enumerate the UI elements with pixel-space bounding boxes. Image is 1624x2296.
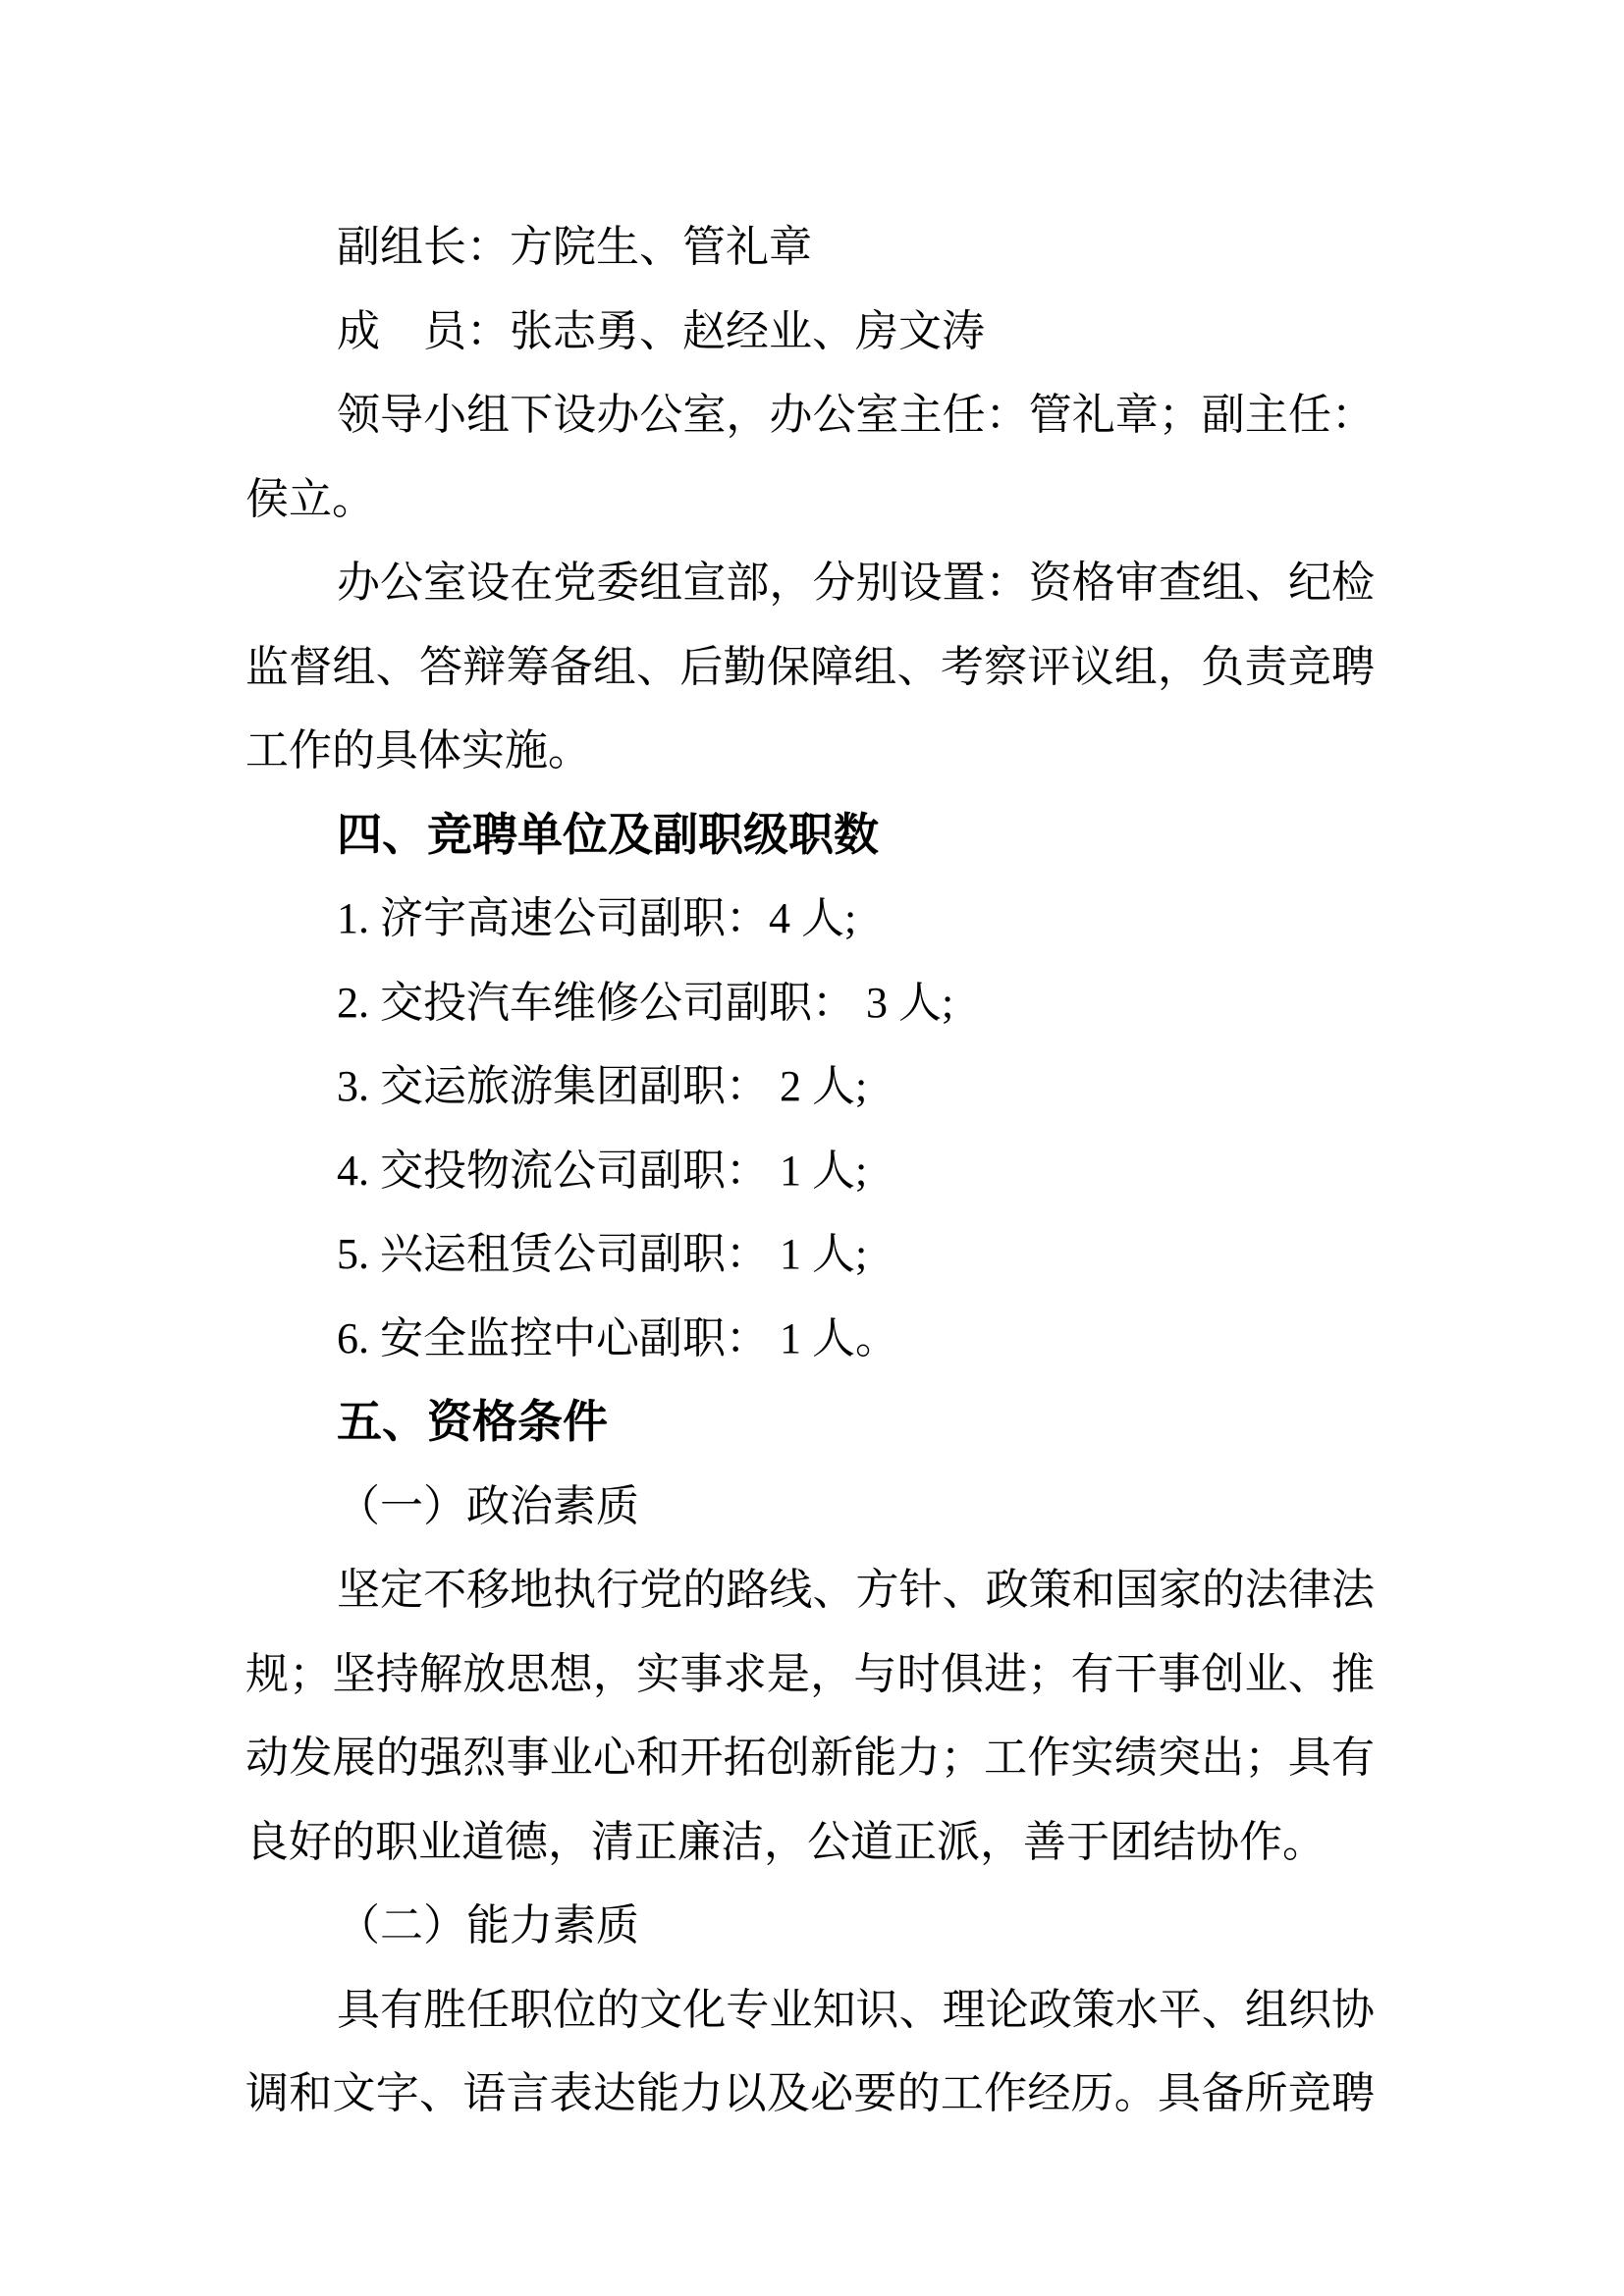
paragraph-political-quality-line-2: 规；坚持解放思想，实事求是，与时俱进；有干事创业、推	[245, 1649, 1375, 1698]
paragraph-political-quality-line-4: 良好的职业道德，清正廉洁，公道正派，善于团结协作。	[245, 1817, 1326, 1866]
list-item-unit-4: 4. 交投物流公司副职： 1 人;	[337, 1146, 868, 1195]
list-item-unit-6: 6. 安全监控中心副职： 1 人。	[337, 1313, 898, 1362]
paragraph-political-quality-line-1: 坚定不移地执行党的路线、方针、政策和国家的法律法	[337, 1566, 1375, 1614]
heading-section-4-units-and-posts: 四、竞聘单位及副职级职数	[337, 808, 879, 860]
list-item-unit-5: 5. 兴运租赁公司副职： 1 人;	[337, 1230, 868, 1278]
paragraph-office-leadership-line-2: 侯立。	[245, 474, 375, 523]
paragraph-ability-quality-line-2: 调和文字、语言表达能力以及必要的工作经历。具备所竞聘	[245, 2069, 1375, 2117]
paragraph-ability-quality-line-1: 具有胜任职位的文化专业知识、理论政策水平、组织协	[337, 1985, 1375, 2034]
line-members: 成 员：张志勇、赵经业、房文涛	[337, 306, 985, 355]
list-item-unit-3: 3. 交运旅游集团副职： 2 人;	[337, 1062, 868, 1110]
paragraph-office-location-line-3: 工作的具体实施。	[245, 726, 591, 774]
paragraph-political-quality-line-3: 动发展的强烈事业心和开拓创新能力；工作实绩突出；具有	[245, 1734, 1375, 1782]
subheading-ability-quality: （二）能力素质	[337, 1901, 639, 1949]
heading-section-5-qualifications: 五、资格条件	[337, 1396, 608, 1447]
document-text-block	[245, 205, 1375, 2136]
line-deputy-group-leaders: 副组长：方院生、管礼章	[337, 223, 812, 271]
list-item-unit-2: 2. 交投汽车维修公司副职： 3 人;	[337, 978, 954, 1027]
paragraph-office-leadership-line-1: 领导小组下设办公室，办公室主任：管礼章；副主任：	[337, 391, 1375, 439]
subheading-political-quality: （一）政治素质	[337, 1481, 639, 1530]
paragraph-office-location-line-1: 办公室设在党委组宣部，分别设置：资格审查组、纪检	[337, 559, 1375, 607]
paragraph-office-location-line-2: 监督组、答辩筹备组、后勤保障组、考察评议组，负责竞聘	[245, 642, 1375, 691]
list-item-unit-1: 1. 济宇高速公司副职：4 人;	[337, 894, 857, 942]
